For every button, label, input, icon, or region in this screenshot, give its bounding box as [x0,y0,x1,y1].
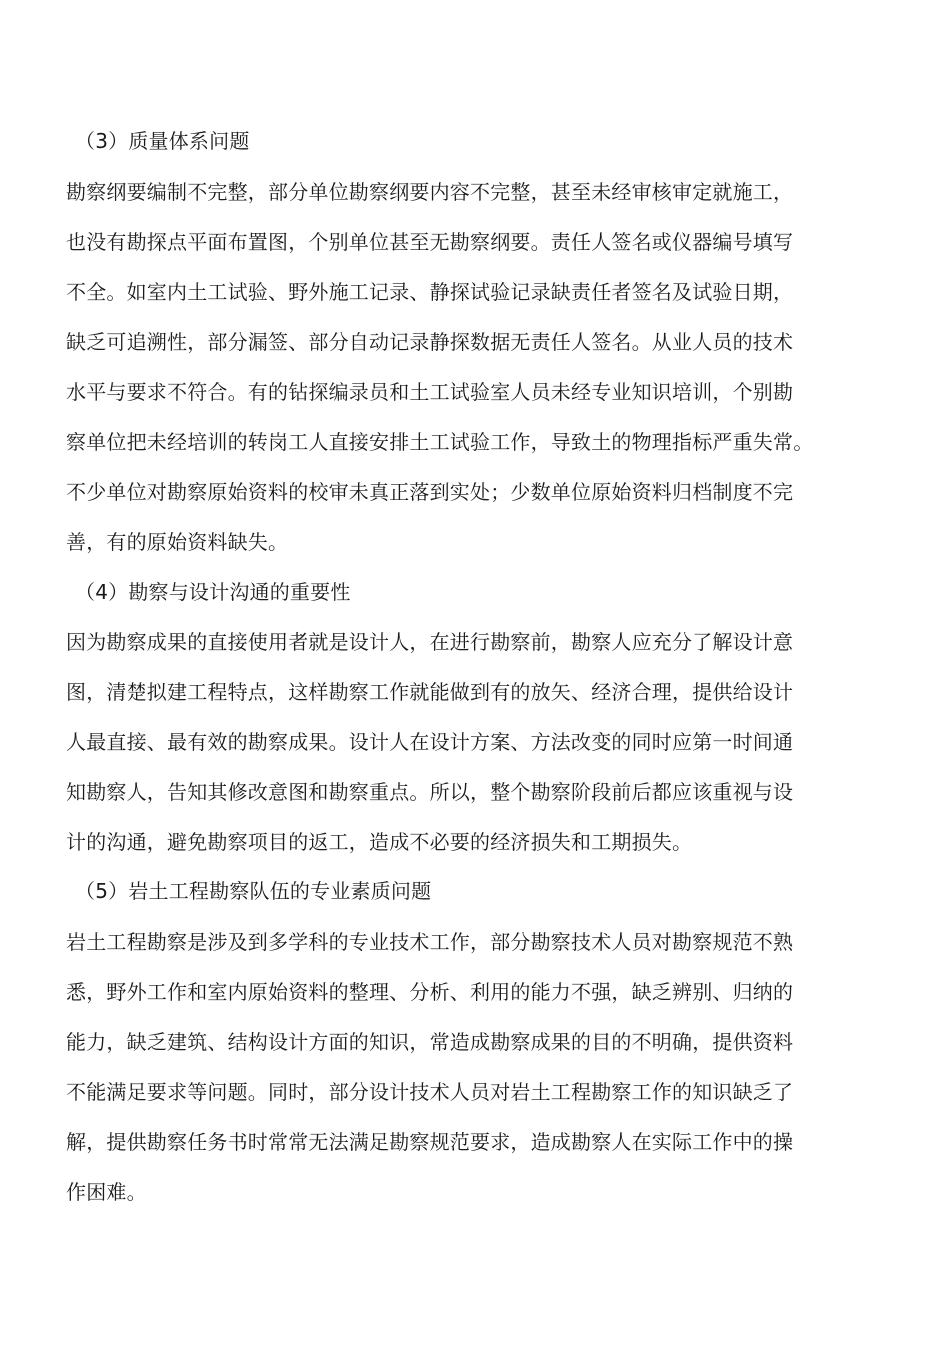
section-5-line: 能力，缺乏建筑、结构设计方面的知识，常造成勘察成果的目的不明确，提供资料 [66,1030,794,1054]
section-4-line: 人最直接、最有效的勘察成果。设计人在设计方案、方法改变的同时应第一时间通 [66,730,794,754]
section-3-line: 缺乏可追溯性，部分漏签、部分自动记录静探数据无责任人签名。从业人员的技术 [66,330,794,354]
section-4-line: 知勘察人，告知其修改意图和勘察重点。所以，整个勘察阶段前后都应该重视与设 [66,780,794,804]
section-3-line: 不全。如室内土工试验、野外施工记录、静探试验记录缺责任者签名及试验日期， [66,280,794,304]
section-3-line: 水平与要求不符合。有的钻探编录员和土工试验室人员未经专业知识培训，个别勘 [66,380,794,404]
section-3-line: 察单位把未经培训的转岗工人直接安排土工试验工作，导致土的物理指标严重失常。 [66,430,814,454]
section-4-line: 因为勘察成果的直接使用者就是设计人，在进行勘察前，勘察人应充分了解设计意 [66,630,794,654]
section-5-line: 不能满足要求等问题。同时，部分设计技术人员对岩土工程勘察工作的知识缺乏了 [66,1080,794,1104]
section-3-heading: （3）质量体系问题 [75,129,250,153]
section-3-line: 善，有的原始资料缺失。 [66,530,289,554]
section-3-line: 勘察纲要编制不完整，部分单位勘察纲要内容不完整，甚至未经审核审定就施工， [66,180,794,204]
section-4-line: 计的沟通，避免勘察项目的返工，造成不必要的经济损失和工期损失。 [66,830,693,854]
section-4-line: 图，清楚拟建工程特点，这样勘察工作就能做到有的放矢、经济合理，提供给设计 [66,680,794,704]
section-5-line: 解，提供勘察任务书时常常无法满足勘察规范要求，造成勘察人在实际工作中的操 [66,1130,794,1154]
section-5-line: 岩土工程勘察是涉及到多学科的专业技术工作，部分勘察技术人员对勘察规范不熟 [66,930,794,954]
section-3-line: 也没有勘探点平面布置图，个别单位甚至无勘察纲要。责任人签名或仪器编号填写 [66,230,794,254]
section-5-heading: （5）岩土工程勘察队伍的专业素质问题 [75,879,432,903]
section-3-line: 不少单位对勘察原始资料的校审未真正落到实处；少数单位原始资料归档制度不完 [66,480,794,504]
section-4-heading: （4）勘察与设计沟通的重要性 [75,580,351,604]
section-5-line: 作困难。 [66,1180,147,1204]
section-5-line: 悉，野外工作和室内原始资料的整理、分析、利用的能力不强，缺乏辨别、归纳的 [66,980,794,1004]
